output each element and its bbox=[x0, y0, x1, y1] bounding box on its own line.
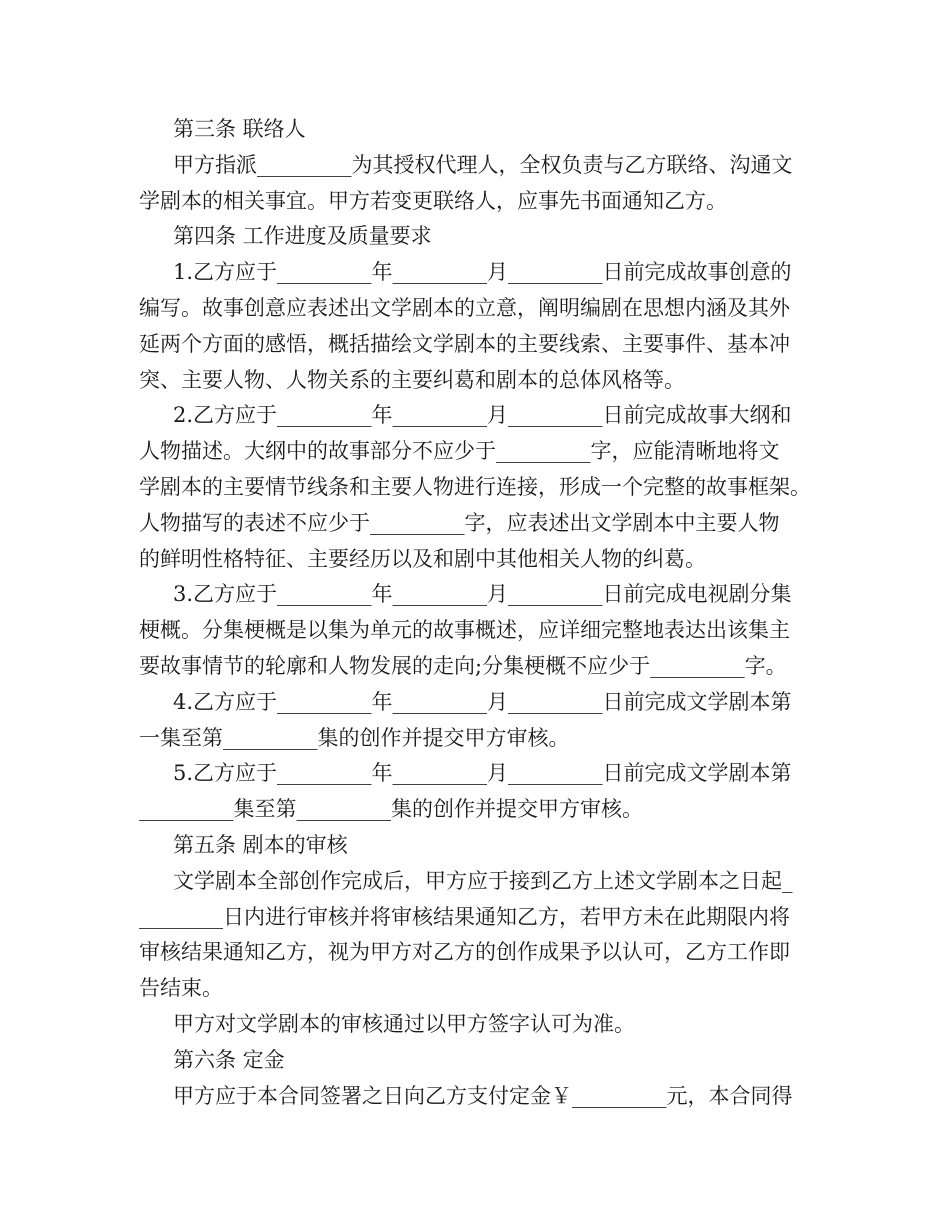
clause-3-line: 3.乙方应于_________年_________月_________日前完成电视剧分集 bbox=[173, 582, 792, 607]
clause-2-line: 学剧本的主要情节线条和主要人物进行连接，形成一个完整的故事框架。 bbox=[139, 474, 811, 499]
paragraph-line: 甲方指派_________为其授权代理人，全权负责与乙方联络、沟通文 bbox=[173, 152, 793, 177]
clause-5-line: 5.乙方应于_________年_________月_________日前完成文学剧本第 bbox=[173, 761, 792, 786]
clause-4-line: 4.乙方应于_________年_________月_________日前完成文学剧本第 bbox=[173, 689, 792, 714]
clause-1-line: 延两个方面的感悟，概括描绘文学剧本的主要线索、主要事件、基本冲 bbox=[139, 331, 790, 356]
clause-2-line: 人物描写的表述不应少于_________字，应表述出文学剧本中主要人物 bbox=[139, 510, 780, 535]
paragraph-line: 甲方应于本合同签署之日向乙方支付定金￥_________元，本合同得 bbox=[173, 1083, 793, 1108]
clause-3-line: 要故事情节的轮廓和人物发展的走向;分集梗概不应少于_________字。 bbox=[139, 653, 787, 678]
clause-1-line: 突、主要人物、人物关系的主要纠葛和剧本的总体风格等。 bbox=[139, 367, 685, 392]
clause-2-line: 2.乙方应于_________年_________月_________日前完成故事大纲和 bbox=[173, 403, 792, 428]
paragraph-line: 学剧本的相关事宜。甲方若变更联络人，应事先书面通知乙方。 bbox=[139, 188, 727, 213]
section-heading-article-4: 第四条 工作进度及质量要求 bbox=[173, 224, 432, 249]
paragraph-line: 告结束。 bbox=[139, 976, 223, 1001]
clause-4-line: 一集至第_________集的创作并提交甲方审核。 bbox=[139, 725, 570, 750]
clause-5-line: _________集至第_________集的创作并提交甲方审核。 bbox=[139, 797, 643, 822]
paragraph-line: 文学剧本全部创作完成后，甲方应于接到乙方上述文学剧本之日起_ bbox=[173, 868, 793, 893]
section-heading-article-5: 第五条 剧本的审核 bbox=[173, 832, 348, 857]
document-page bbox=[139, 112, 814, 1114]
clause-2-line: 人物描述。大纲中的故事部分不应少于_________字，应能清晰地将文 bbox=[139, 439, 780, 464]
clause-1-line: 1.乙方应于_________年_________月_________日前完成故事创意的 bbox=[173, 260, 792, 285]
section-heading-article-6: 第六条 定金 bbox=[173, 1047, 285, 1072]
clause-3-line: 梗概。分集梗概是以集为单元的故事概述，应详细完整地表达出该集主 bbox=[139, 618, 790, 643]
paragraph-line: 审核结果通知乙方，视为甲方对乙方的创作成果予以认可，乙方工作即 bbox=[139, 940, 790, 965]
section-heading-article-3: 第三条 联络人 bbox=[173, 117, 306, 141]
paragraph-line: 甲方对文学剧本的审核通过以甲方签字认可为准。 bbox=[173, 1011, 635, 1036]
clause-1-line: 编写。故事创意应表述出文学剧本的立意，阐明编剧在思想内涵及其外 bbox=[139, 295, 790, 320]
paragraph-line: ________日内进行审核并将审核结果通知乙方，若甲方未在此期限内将 bbox=[139, 904, 790, 929]
clause-2-line: 的鲜明性格特征、主要经历以及和剧中其他相关人物的纠葛。 bbox=[139, 546, 706, 571]
